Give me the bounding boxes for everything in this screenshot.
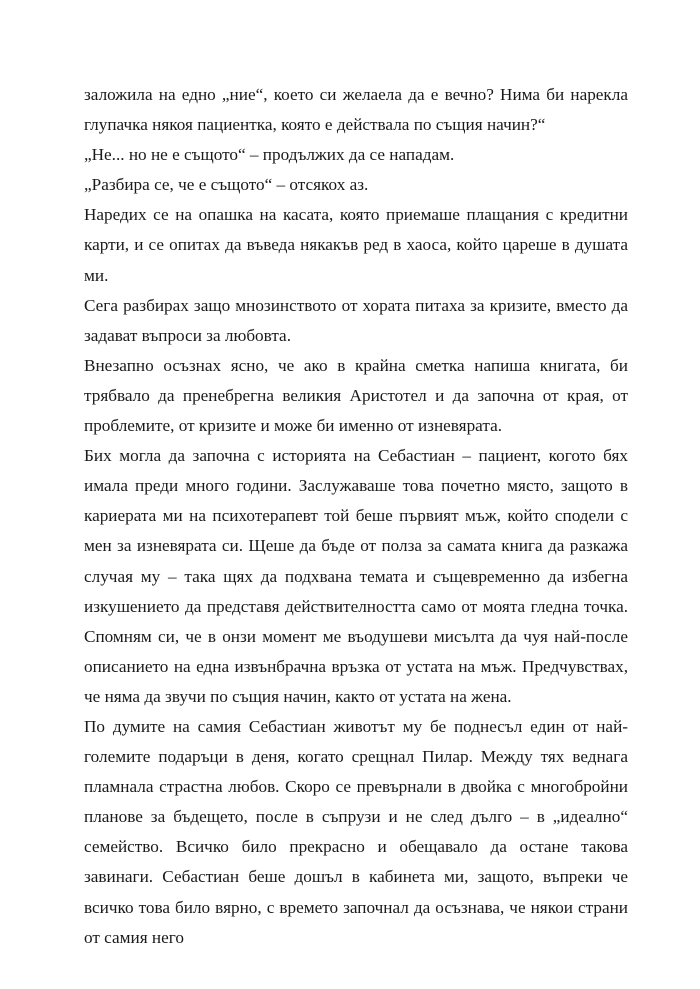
paragraph-1: заложила на едно „ние“, което си желаела да е вечно? Нима би нарекла глупачка някоя пациентка, която е действала по същия начин?“ (84, 85, 628, 135)
paragraph-3: „Разбира се, че е същото“ – отсякох аз. (84, 175, 369, 195)
paragraph-5: Сега разбирах защо мнозинството от хората питаха за кризите, вместо да задават въпроси за любовта. (84, 295, 628, 345)
paragraph-2: „Не... но не е същото“ – продължих да се нападам. (84, 145, 455, 165)
body-text (84, 80, 628, 953)
paragraph-6: Внезапно осъзнах ясно, че ако в крайна сметка напиша книгата, би трябвало да пренебрегна великия Аристотел и да започна от края, от проблемите, от кризите и може би именно от изневярата. (84, 355, 628, 436)
paragraph-7: Бих могла да започна с историята на Себастиан – пациент, когото бях имала преди много години. Заслужаваше това почетно място, защото в кариерата ми на психотерапевт той беше първият мъж, който сподели с мен за изневярата си. Щеше да бъде от полза за самата книга да разкажа случая му – така щях да подхвана темата и същевременно да избегна изкушението да представя действителността само от моята гледна точка. Спомням си, че в онзи момент ме въодушеви мисълта да чуя най-после описанието на една извънбрачна връзка от устата на мъж. Предчувствах, че няма да звучи по същия начин, както от устата на жена. (84, 446, 628, 706)
paragraph-4: Наредих се на опашка на касата, която приемаше плащания с кредитни карти, и се опитах да въведа някакъв ред в хаоса, който цареше в душата ми. (84, 205, 628, 285)
paragraph-8: По думите на самия Себастиан животът му бе поднесъл един от най-големите подаръци в деня, когато срещнал Пилар. Между тях веднага пламнала страстна любов. Скоро се превърнали в двойка с многобройни планове за бъдещето, после в съпрузи и не след дълго – в „идеално“ семейство. Всичко било прекрасно и обещавало да остане такова завинаги. Себастиан беше дошъл в кабинета ми, защото, въпреки че всичко това било вярно, с времето започнал да осъзнава, че някои страни от самия него (84, 716, 628, 947)
